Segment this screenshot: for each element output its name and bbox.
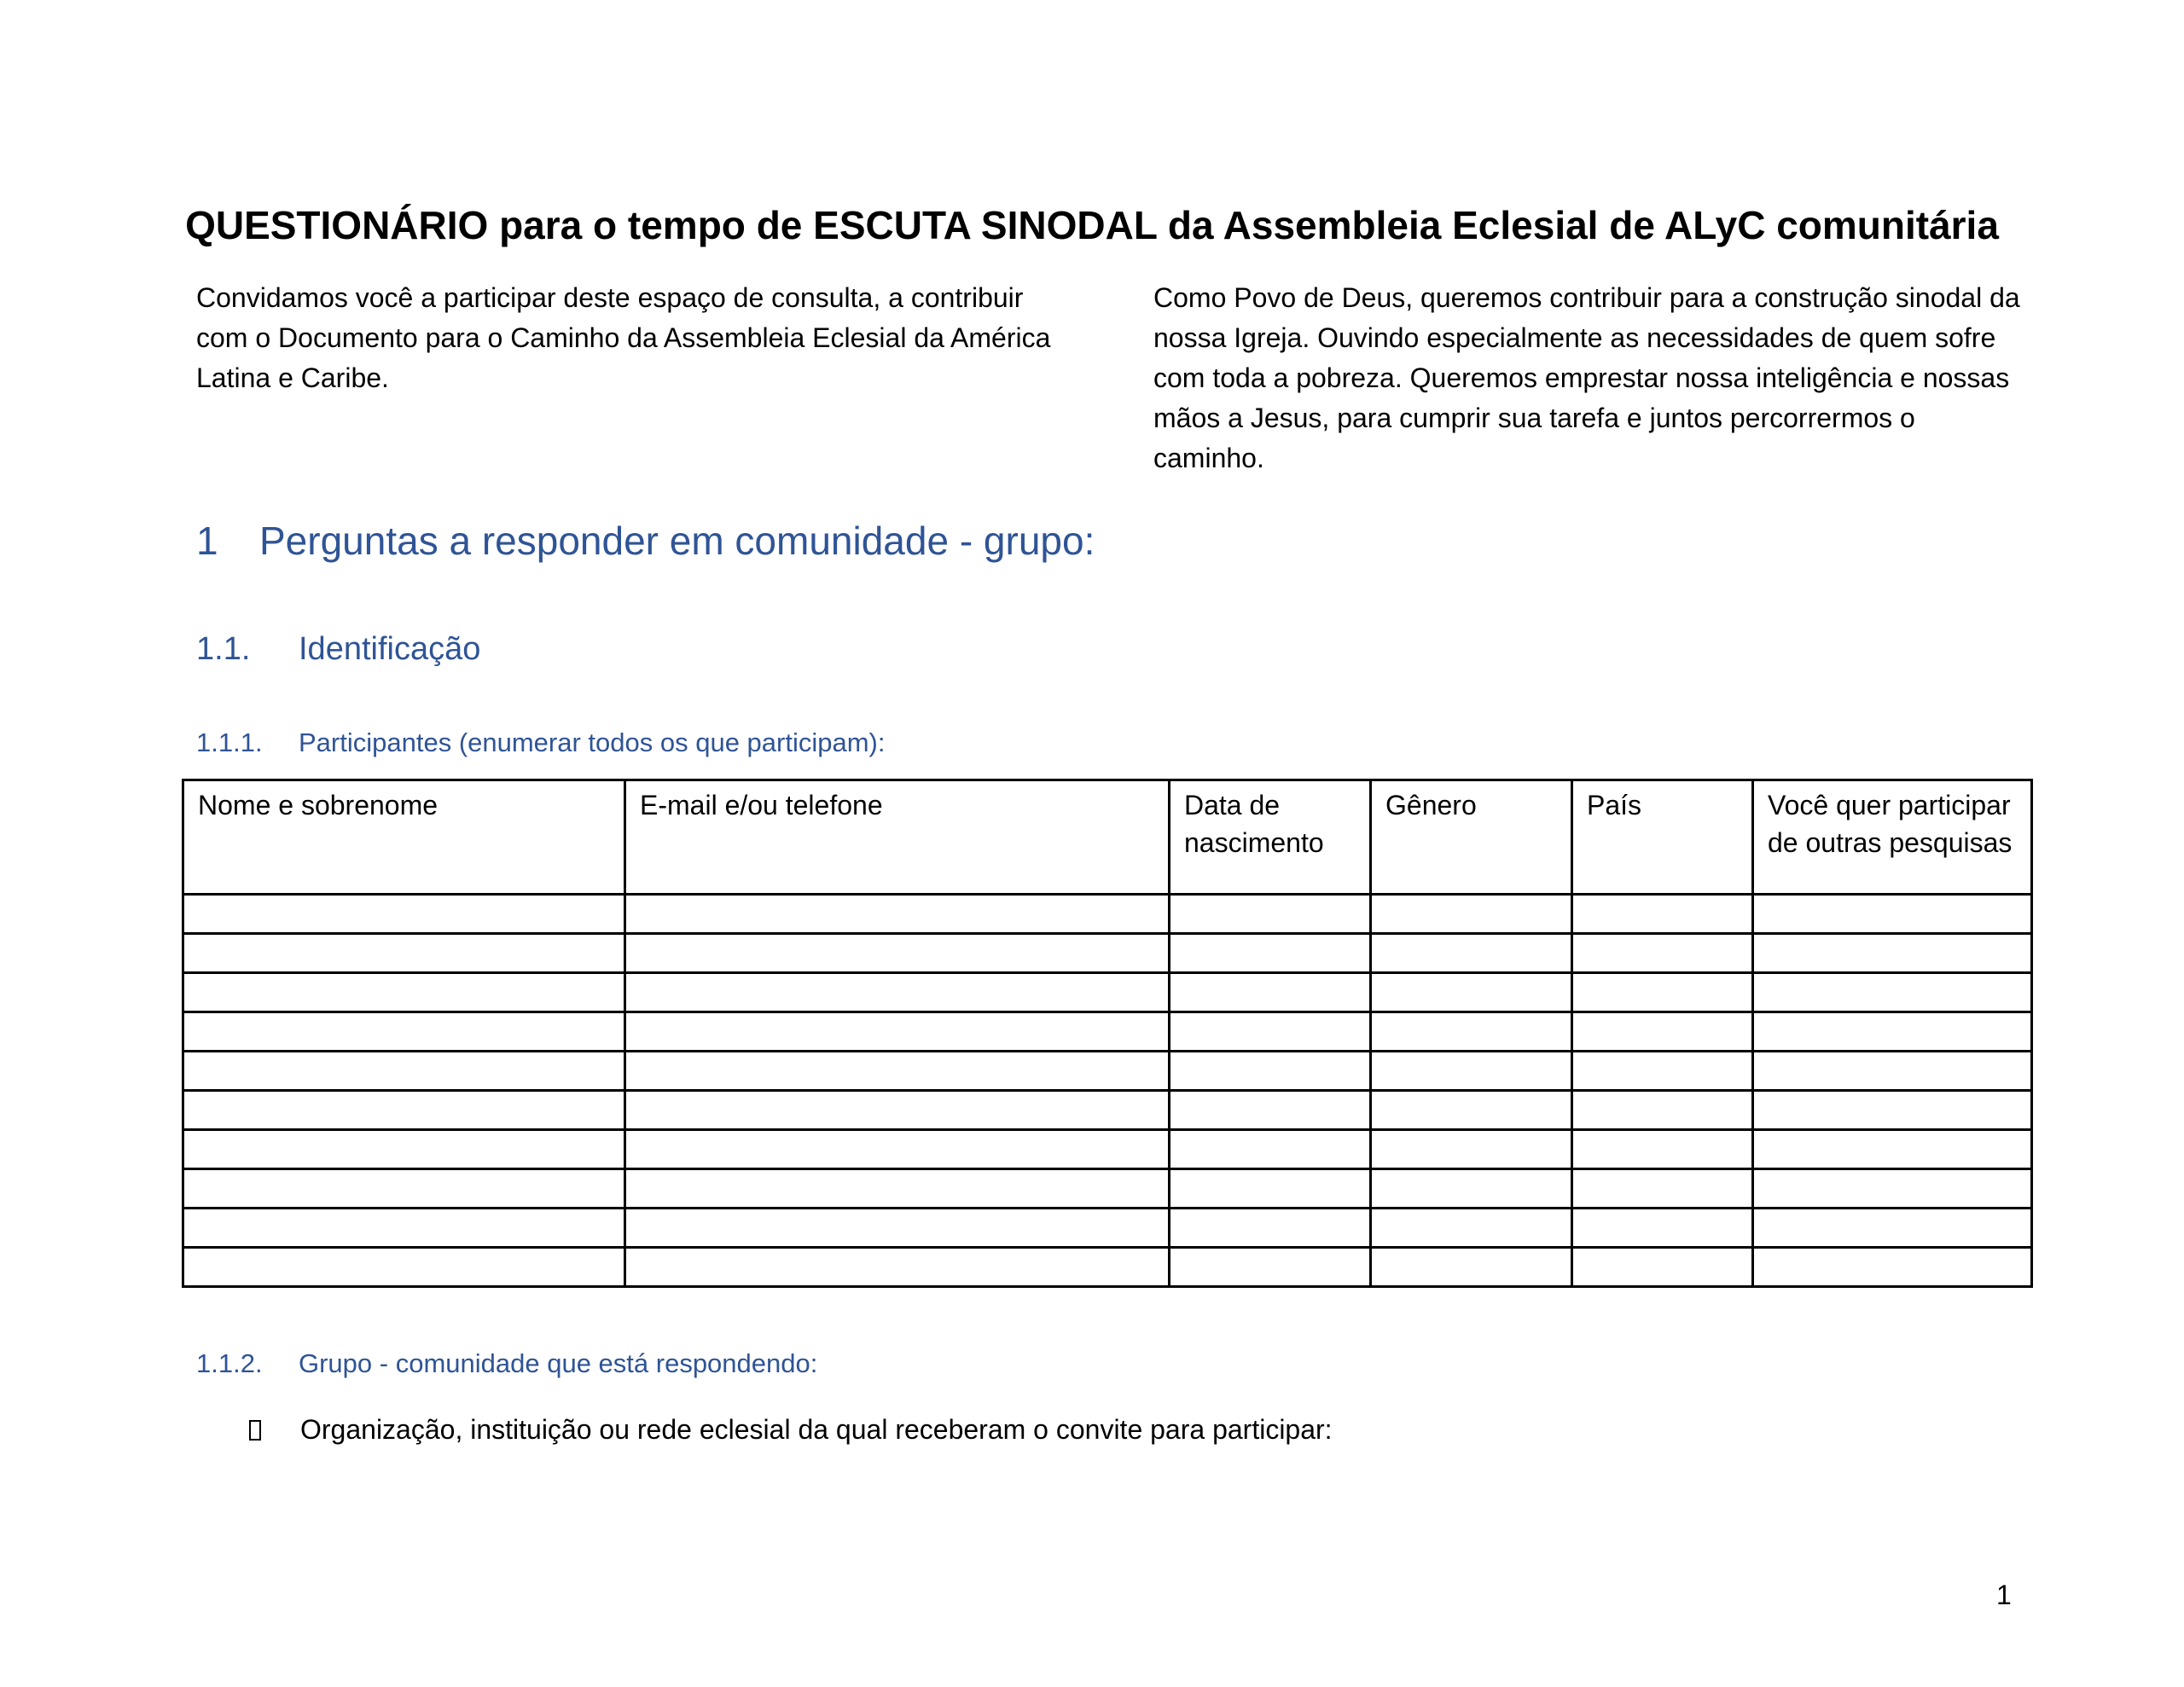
table-row <box>183 934 2032 973</box>
table-cell[interactable] <box>1371 1209 1572 1248</box>
table-row <box>183 1012 2032 1052</box>
column-header-contact: E-mail e/ou telefone <box>625 780 1170 895</box>
section-number: 1.1.1. <box>196 728 263 757</box>
section-number: 1 <box>196 519 218 563</box>
table-row <box>183 1091 2032 1130</box>
table-cell[interactable] <box>1753 1091 2032 1130</box>
table-cell[interactable] <box>183 1209 625 1248</box>
table-cell[interactable] <box>183 1130 625 1169</box>
table-cell[interactable] <box>625 1169 1170 1209</box>
table-cell[interactable] <box>1753 1209 2032 1248</box>
table-cell[interactable] <box>625 1248 1170 1287</box>
table-row <box>183 1169 2032 1209</box>
table-row <box>183 1130 2032 1169</box>
table-cell[interactable] <box>1170 895 1371 934</box>
table-cell[interactable] <box>1572 973 1753 1012</box>
section-heading-1-1-1 <box>196 725 886 761</box>
table-cell[interactable] <box>1753 1169 2032 1209</box>
table-cell[interactable] <box>1371 1169 1572 1209</box>
table-cell[interactable] <box>1753 1130 2032 1169</box>
table-cell[interactable] <box>1753 1248 2032 1287</box>
table-cell[interactable] <box>1753 895 2032 934</box>
checkbox-bullet-icon <box>249 1420 261 1441</box>
table-cell[interactable] <box>1170 1248 1371 1287</box>
table-cell[interactable] <box>183 1248 625 1287</box>
intro-paragraph-right: Como Povo de Deus, queremos contribuir para a construção sinodal da nossa Igreja. Ouvindo especialmente as necessidades de quem sofre com toda a pobreza. Queremos emprestar nossa inteligência e nossas mãos a Jesus, para cumprir sua tarefa e juntos percorrermos o caminho. <box>1153 282 2020 473</box>
table-row <box>183 1209 2032 1248</box>
table-row <box>183 1248 2032 1287</box>
table-cell[interactable] <box>1371 973 1572 1012</box>
table-cell[interactable] <box>1371 1130 1572 1169</box>
column-header-birthdate: Data de nascimento <box>1170 780 1371 895</box>
table-cell[interactable] <box>1170 1169 1371 1209</box>
table-cell[interactable] <box>1572 1130 1753 1169</box>
participants-table-body <box>183 895 2032 1287</box>
table-cell[interactable] <box>183 973 625 1012</box>
table-cell[interactable] <box>1572 1091 1753 1130</box>
table-cell[interactable] <box>1371 1012 1572 1052</box>
table-cell[interactable] <box>1753 973 2032 1012</box>
section-number: 1.1.2. <box>196 1348 263 1378</box>
table-cell[interactable] <box>625 1052 1170 1091</box>
column-header-name: Nome e sobrenome <box>183 780 625 895</box>
table-cell[interactable] <box>183 1169 625 1209</box>
table-cell[interactable] <box>183 934 625 973</box>
table-row <box>183 973 2032 1012</box>
section-number: 1.1. <box>196 631 251 667</box>
table-cell[interactable] <box>1572 895 1753 934</box>
table-cell[interactable] <box>1170 1052 1371 1091</box>
section-heading-1 <box>196 515 1095 566</box>
table-cell[interactable] <box>1170 1012 1371 1052</box>
table-cell[interactable] <box>625 973 1170 1012</box>
table-cell[interactable] <box>1170 1091 1371 1130</box>
table-cell[interactable] <box>1753 1012 2032 1052</box>
section-heading-1-1 <box>196 628 480 670</box>
table-row <box>183 895 2032 934</box>
table-cell[interactable] <box>1753 934 2032 973</box>
table-cell[interactable] <box>625 934 1170 973</box>
section-title: Identificação <box>299 631 481 667</box>
table-cell[interactable] <box>1371 1248 1572 1287</box>
table-cell[interactable] <box>625 1130 1170 1169</box>
bullet-item-text: Organização, instituição ou rede eclesial da qual receberam o convite para participar: <box>300 1414 1333 1445</box>
section-title: Perguntas a responder em comunidade - grupo: <box>259 519 1095 563</box>
section-title: Grupo - comunidade que está respondendo: <box>299 1348 818 1378</box>
section-title: Participantes (enumerar todos os que participam): <box>299 728 886 757</box>
table-cell[interactable] <box>183 1052 625 1091</box>
table-header-row <box>183 780 2032 895</box>
table-row <box>183 1052 2032 1091</box>
table-cell[interactable] <box>1170 934 1371 973</box>
table-cell[interactable] <box>1572 1248 1753 1287</box>
table-cell[interactable] <box>183 1012 625 1052</box>
table-cell[interactable] <box>625 1012 1170 1052</box>
table-cell[interactable] <box>625 895 1170 934</box>
table-cell[interactable] <box>1371 1052 1572 1091</box>
table-cell[interactable] <box>1572 934 1753 973</box>
table-cell[interactable] <box>1572 1012 1753 1052</box>
page-title: QUESTIONÁRIO para o tempo de ESCUTA SINODAL da Assembleia Eclesial de ALyC comunitária <box>185 203 1999 247</box>
table-cell[interactable] <box>1170 1209 1371 1248</box>
table-cell[interactable] <box>1371 895 1572 934</box>
table-cell[interactable] <box>1170 1130 1371 1169</box>
section-heading-1-1-2 <box>196 1346 817 1382</box>
table-cell[interactable] <box>1371 934 1572 973</box>
table-cell[interactable] <box>625 1091 1170 1130</box>
table-cell[interactable] <box>1572 1052 1753 1091</box>
column-header-other-surveys: Você quer participar de outras pesquisas <box>1753 780 2032 895</box>
intro-paragraph-left: Convidamos você a participar deste espaço de consulta, a contribuir com o Documento para o Caminho da Assembleia Eclesial da América Latina e Caribe. <box>196 282 1051 393</box>
participants-table <box>182 779 2033 1288</box>
column-header-country: País <box>1572 780 1753 895</box>
table-cell[interactable] <box>183 895 625 934</box>
table-cell[interactable] <box>1753 1052 2032 1091</box>
table-cell[interactable] <box>1572 1169 1753 1209</box>
table-cell[interactable] <box>183 1091 625 1130</box>
table-cell[interactable] <box>1170 973 1371 1012</box>
bullet-item <box>249 1411 1333 1448</box>
column-header-gender: Gênero <box>1371 780 1572 895</box>
table-cell[interactable] <box>1371 1091 1572 1130</box>
page-number: 1 <box>1996 1580 2012 1610</box>
table-cell[interactable] <box>625 1209 1170 1248</box>
table-cell[interactable] <box>1572 1209 1753 1248</box>
